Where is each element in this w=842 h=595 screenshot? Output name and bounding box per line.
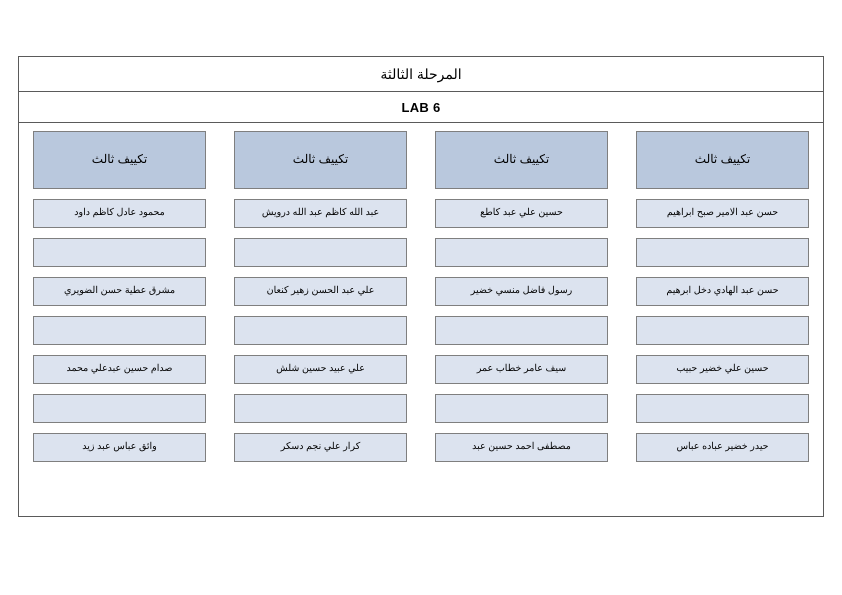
name-cell: حسن عبد الامير صبح ابراهيم [636,199,809,228]
name-cell: مصطفى احمد حسين عبد [435,433,608,462]
name-cell-empty [636,238,809,267]
name-cell-empty [33,394,206,423]
name-cell: حسن عبد الهادي دخل ابرهيم [636,277,809,306]
name-cell: رسول فاضل منسي خضير [435,277,608,306]
sheet-title-row [19,57,823,92]
name-cell-empty [435,316,608,345]
name-cell: حسين علي عبد كاطع [435,199,608,228]
name-cell-empty [234,316,407,345]
name-cell: عبد الله كاظم عبد الله درويش [234,199,407,228]
name-cell-empty [33,238,206,267]
attendance-sheet [18,56,824,517]
name-cell: علي عبيد حسين شلش [234,355,407,384]
name-cell: محمود عادل كاظم داود [33,199,206,228]
lab-label: LAB 6 [401,99,441,115]
name-cell: مشرق عطية حسن الضويري [33,277,206,306]
name-cell-empty [234,394,407,423]
name-cell-empty [435,238,608,267]
name-cell: حيدر خضير عباده عباس [636,433,809,462]
name-cell: سيف عامر خطاب عمر [435,355,608,384]
name-cell: حسين علي خضير حبيب [636,355,809,384]
name-cell: صدام حسين عبدعلي محمد [33,355,206,384]
name-cell-empty [435,394,608,423]
name-cell-empty [33,316,206,345]
column-header: تكييف ثالث [636,131,809,189]
sheet-lab-row [19,92,823,123]
column-header: تكييف ثالث [234,131,407,189]
name-cell-empty [234,238,407,267]
grid-column-1 [622,123,823,516]
name-cell: وائق عباس عبد زيد [33,433,206,462]
grid-column-2 [421,123,622,516]
name-cell-empty [636,316,809,345]
name-cell-empty [636,394,809,423]
name-cell: علي عبد الحسن زهير كنعان [234,277,407,306]
column-header: تكييف ثالث [33,131,206,189]
grid-column-4 [19,123,220,516]
page-title: المرحلة الثالثة [380,65,462,82]
grid-column-3 [220,123,421,516]
name-cell: كرار علي نجم دسكر [234,433,407,462]
name-grid [19,123,823,516]
column-header: تكييف ثالث [435,131,608,189]
